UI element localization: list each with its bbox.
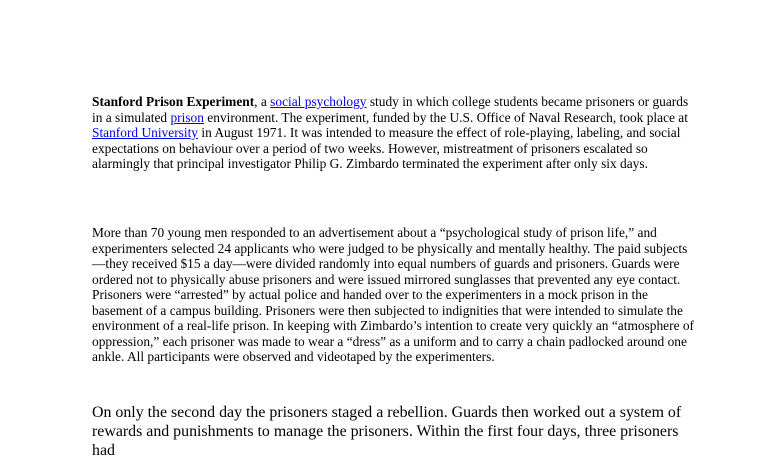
text-segment: in August 1971. It was intended to measure the effect of role-playing, labeling, and social expectations on behaviour over a period of two weeks. However, mistreatment of prisoners escalated so alarmingly that principal investigator Philip G. Zimbardo terminated the experiment after only six days. xyxy=(92,125,681,171)
body-paragraph-rebellion: On only the second day the prisoners staged a rebellion. Guards then worked out a system of rewards and punishments to manage the prisoners. Within the first four days, three prisoners had xyxy=(92,404,682,459)
article-title: Stanford Prison Experiment xyxy=(92,94,255,109)
text-segment: study in which college students became prisoners or guards in a simulated xyxy=(92,94,689,125)
link-stanford-university[interactable]: Stanford University xyxy=(92,125,198,140)
text-segment: environment. The experiment, funded by the U.S. Office of Naval Research, took place at xyxy=(203,109,688,125)
intro-paragraph xyxy=(92,94,697,172)
body-paragraph-method: More than 70 young men responded to an advertisement about a “psychological study of prison life,” and experimenters selected 24 applicants who were judged to be physically and mentally healthy. The paid subjects—they received $15 a day—were divided randomly into equal numbers of guards and prisoners. Guards were ordered not to physically abuse prisoners and were issued mirrored sunglasses that prevented any eye contact. Prisoners were “arrested” by actual police and handed over to the experimenters in a mock prison in the basement of a campus building. Prisoners were then subjected to indignities that were intended to simulate the environment of a real-life prison. In keeping with Zimbardo’s intention to create very quickly an “atmosphere of oppression,” each prisoner was made to wear a “dress” as a uniform and to carry a chain padlocked around one ankle. All participants were observed and videotaped by the experimenters. xyxy=(92,225,695,364)
link-prison[interactable]: prison xyxy=(170,109,204,125)
link-social-psychology[interactable]: social psychology xyxy=(270,94,367,109)
text-segment: , a xyxy=(254,94,271,109)
